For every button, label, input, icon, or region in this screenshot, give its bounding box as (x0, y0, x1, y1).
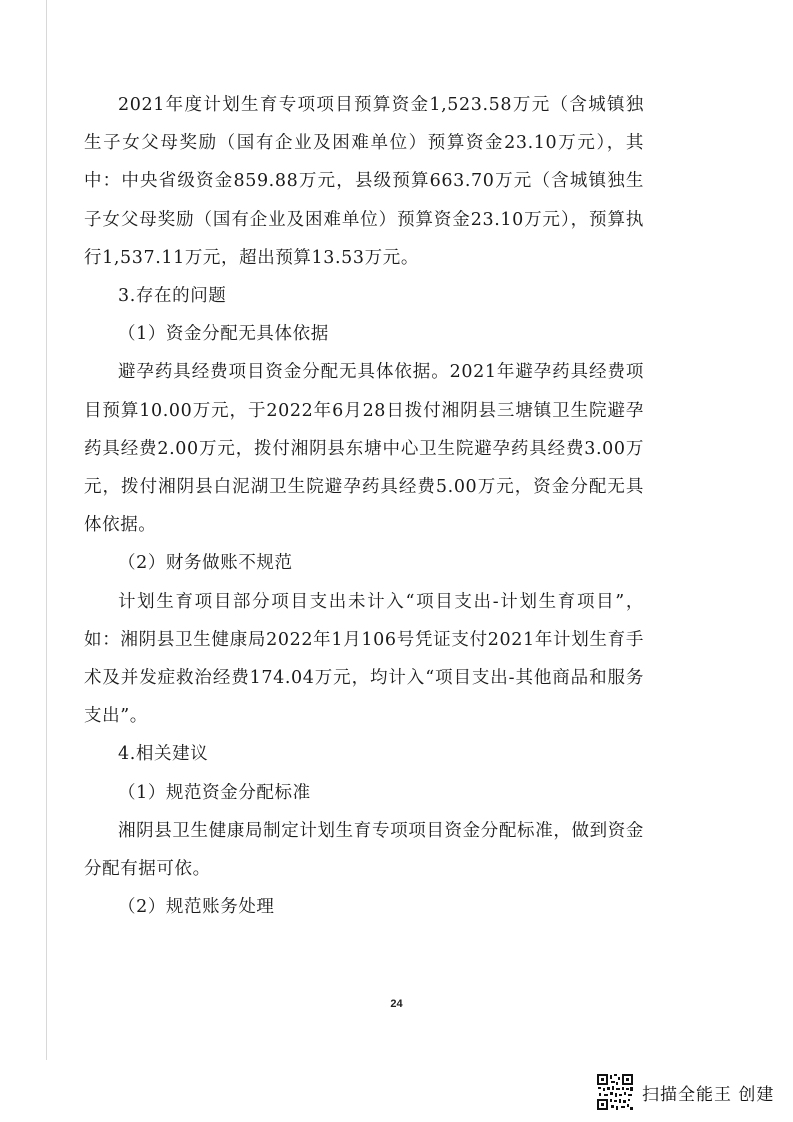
subheading-no-allocation-basis: （1）资金分配无具体依据 (118, 324, 329, 345)
paragraph-accounting-issue: 计划生育项目部分项目支出未计入“项目支出-计划生育项目”，如：湘阴县卫生健康局2022年1月106号凭证支付2021年计划生育手术及并发症救治经费174.04万元，均计入“项目支出-其他商品和服务支出”。 (84, 591, 644, 727)
paragraph-budget: 2021年度计划生育专项项目预算资金1,523.58万元（含城镇独生子女父母奖励（国有企业及困难单位）预算资金23.10万元），其中：中央省级资金859.88万元，县级预算663.70万元（含城镇独生子女父母奖励（国有企业及困难单位）预算资金23.10万元），预算执行1,537.11万元，超出预算13.53万元。 (84, 95, 644, 268)
subheading-standardize-accounts: （2）规范账务处理 (118, 897, 275, 918)
paragraph-contraceptive-funds: 避孕药具经费项目资金分配无具体依据。2021年避孕药具经费项目预算10.00万元，于2022年6月28日拨付湘阴县三塘镇卫生院避孕药具经费2.00万元，拨付湘阴县东塘中心卫生院避孕药具经费3.00万元，拨付湘阴县白泥湖卫生院避孕药具经费5.00万元，资金分配无具体依据。 (84, 362, 644, 536)
watermark-text: 扫描全能王 创建 (642, 1084, 775, 1105)
document-body (84, 86, 644, 926)
paragraph-allocation-standard: 湘阴县卫生健康局制定计划生育专项项目资金分配标准，做到资金分配有据可依。 (84, 820, 644, 880)
scan-edge-line (46, 0, 47, 1060)
scanner-watermark (596, 1072, 774, 1112)
qr-code-icon (596, 1073, 634, 1111)
heading-recommendations: 4.相关建议 (118, 744, 209, 765)
subheading-standardize-allocation: （1）规范资金分配标准 (118, 782, 311, 803)
page-number: 24 (390, 998, 403, 1010)
subheading-irregular-accounting: （2）财务做账不规范 (118, 553, 293, 574)
heading-existing-problems: 3.存在的问题 (118, 286, 227, 307)
